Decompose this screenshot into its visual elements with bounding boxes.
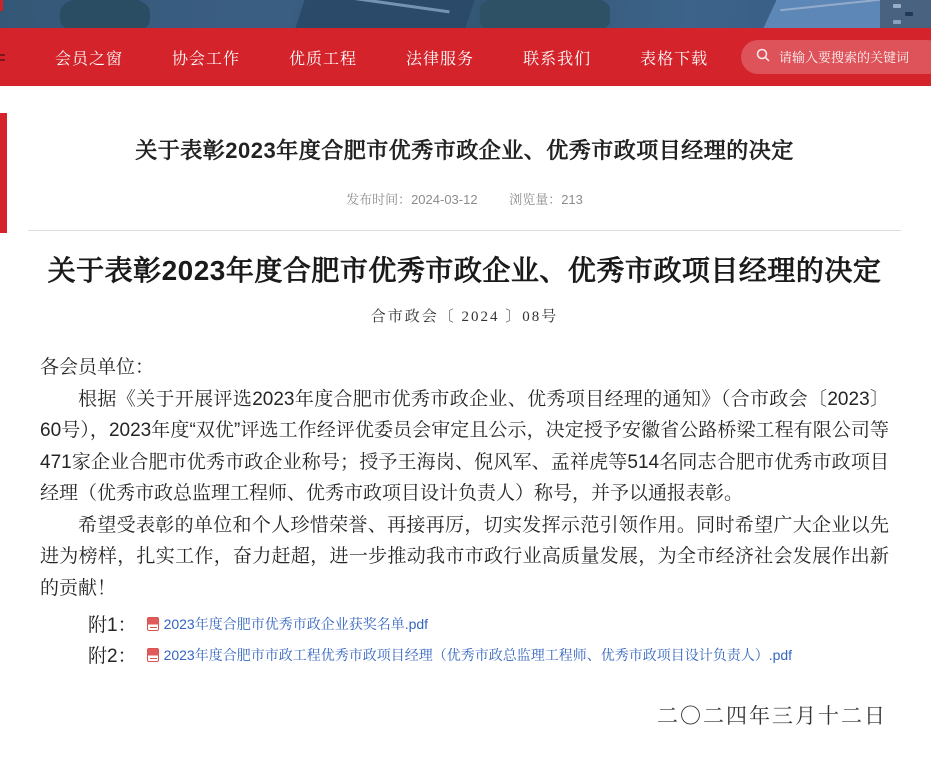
- search-icon: [755, 47, 771, 68]
- nav-item-form-download[interactable]: 表格下载: [640, 50, 709, 68]
- left-red-floating-bar: [0, 113, 7, 233]
- document-number: 合市政会〔 2024 〕08号: [370, 309, 559, 325]
- article: [40, 249, 889, 730]
- page-title: 关于表彰2023年度合肥市优秀市政企业、优秀市政项目经理的决定: [135, 138, 794, 163]
- pdf-file-icon: [147, 617, 159, 631]
- banner-red-sliver: [0, 0, 3, 11]
- content-area: [0, 86, 931, 730]
- attachment-row-1: [88, 608, 889, 639]
- paragraph-body-1: 根据《关于开展评选2023年度合肥市优秀市政企业、优秀项目经理的通知》（合市政会〔2023〕60号），2023年度“双优”评选工作经评优委员会审定且公示，决定授予安徽省公路桥梁工程有限公司等471家企业合肥市优秀市政企业称号；授予王海岗、倪风军、孟祥虎等514名同志合肥市优秀市政项目经理（优秀市政总监理工程师、优秀市政项目设计负责人）称号，并予以通报表彰。: [40, 388, 889, 504]
- attachment-link-2[interactable]: 2023年度合肥市市政工程优秀市政项目经理（优秀市政总监理工程师、优秀市政项目设计负责人）.pdf: [163, 646, 793, 663]
- attachment-link-1[interactable]: 2023年度合肥市优秀市政企业获奖名单.pdf: [163, 615, 429, 632]
- article-body: [40, 352, 889, 604]
- main-navbar: [0, 28, 931, 86]
- hero-banner-photo: [0, 0, 931, 28]
- view-count: 浏览量：213: [509, 192, 583, 207]
- nav-partial-item: [0, 54, 6, 64]
- attachment-row-2: [88, 639, 889, 670]
- section-divider: [28, 230, 901, 231]
- attachment-label: 附1：: [88, 615, 137, 636]
- search-input[interactable]: [779, 50, 929, 65]
- paragraph-salutation: 各会员单位：: [40, 357, 155, 378]
- nav-item-association-work[interactable]: 协会工作: [172, 50, 241, 68]
- article-meta: [40, 189, 889, 208]
- search-box[interactable]: [741, 40, 931, 74]
- attachment-label: 附2：: [88, 646, 137, 667]
- nav-item-quality-projects[interactable]: 优质工程: [289, 50, 358, 68]
- paragraph-body-2: 希望受表彰的单位和个人珍惜荣誉、再接再厉，切实发挥示范引领作用。同时希望广大企业以先进为榜样，扎实工作，奋力赶超，进一步推动我市市政行业高质量发展，为全市经济社会发展作出新的贡献！: [40, 514, 889, 599]
- nav-item-contact-us[interactable]: 联系我们: [523, 50, 592, 68]
- attachments-list: [88, 608, 889, 670]
- article-title: 关于表彰2023年度合肥市优秀市政企业、优秀市政项目经理的决定: [47, 255, 882, 286]
- banner-blue-overlay: [0, 0, 931, 28]
- publish-time: 发布时间：2024-03-12: [346, 192, 478, 207]
- nav-item-member-window[interactable]: 会员之窗: [55, 50, 124, 68]
- document-date: 二〇二四年三月十二日: [657, 705, 887, 728]
- nav-item-legal-services[interactable]: 法律服务: [406, 50, 475, 68]
- pdf-file-icon: [147, 648, 159, 662]
